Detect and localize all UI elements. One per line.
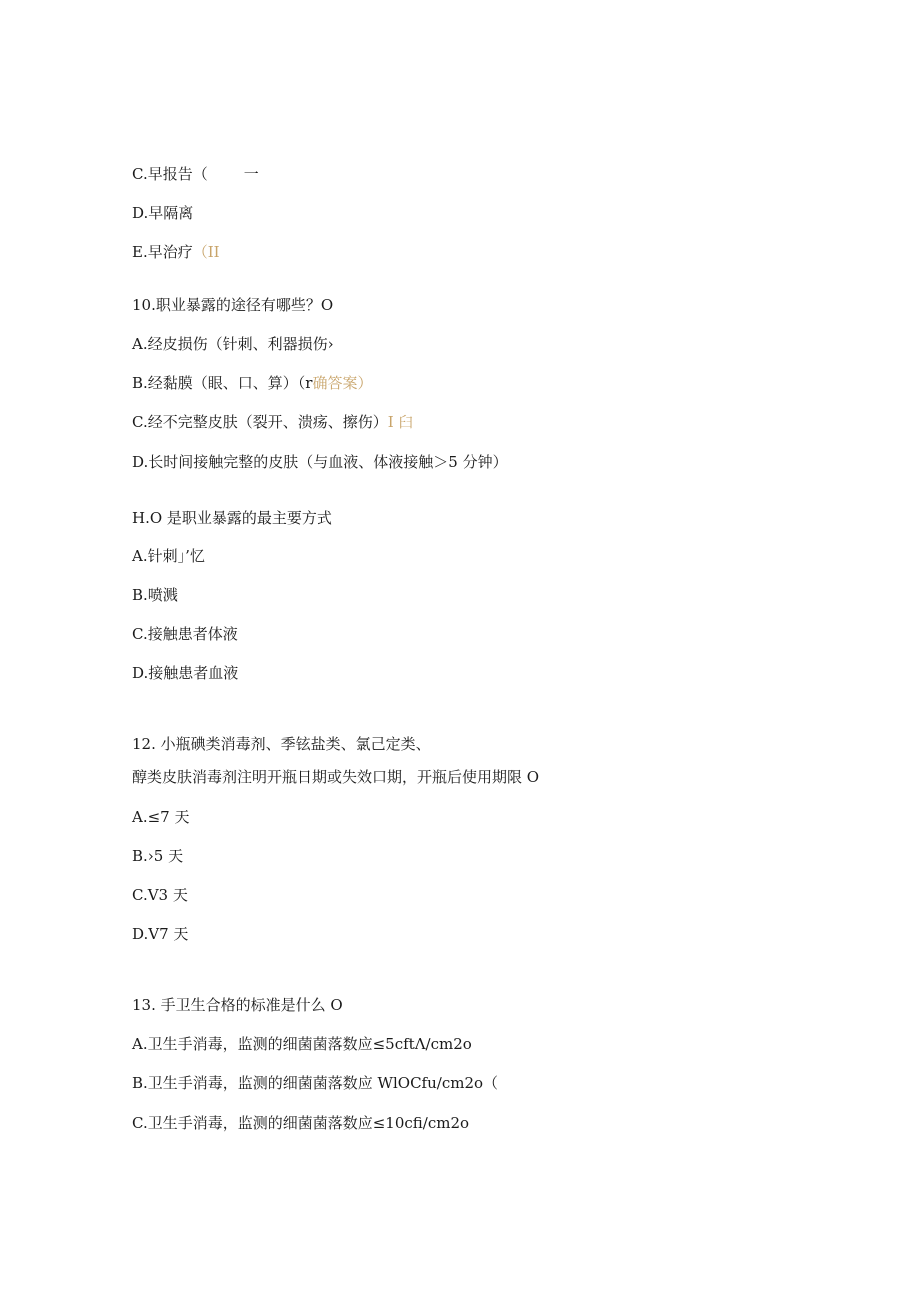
q9-option-c-text: C.早报告（ bbox=[132, 165, 208, 183]
q10-option-b bbox=[132, 373, 372, 393]
q10-option-c-text: C.经不完整皮肤（裂开、溃疡、擦伤） bbox=[132, 413, 388, 431]
q13-stem-text: 13. 手卫生合格的标准是什么 O bbox=[132, 996, 343, 1014]
q12-stem-line1-text: 12. 小瓶碘类消毒剂、季铉盐类、氯己定类、 bbox=[132, 735, 431, 753]
q11-option-b bbox=[132, 585, 178, 605]
q11-option-a bbox=[132, 546, 205, 566]
q13-stem bbox=[132, 995, 343, 1015]
q9-option-c bbox=[132, 164, 259, 184]
q12-option-b-text: B.›5 天 bbox=[132, 847, 184, 865]
q11-stem bbox=[132, 508, 332, 528]
q10-stem bbox=[132, 295, 333, 315]
q13-option-a-text: A.卫生手消毒，监测的细菌菌落数应≤5cftΛ∕cm2o bbox=[132, 1035, 472, 1053]
q10-option-a-text: A.经皮损伤（针刺、利器损伤› bbox=[132, 335, 334, 353]
q11-option-c-text: C.接触患者体液 bbox=[132, 625, 238, 643]
q12-option-b bbox=[132, 846, 183, 866]
q13-option-a bbox=[132, 1034, 472, 1054]
q12-option-a-text: A.≤7 天 bbox=[132, 808, 190, 826]
q13-option-c bbox=[132, 1113, 469, 1133]
q10-option-a bbox=[132, 334, 334, 354]
q11-stem-text: H.O 是职业暴露的最主要方式 bbox=[132, 509, 332, 527]
q9-option-d bbox=[132, 203, 193, 223]
q12-stem-line2 bbox=[132, 767, 539, 787]
q13-option-b bbox=[132, 1073, 498, 1093]
q9-option-c-mark: 一 bbox=[243, 165, 259, 183]
q11-option-d bbox=[132, 663, 238, 683]
q12-option-c-text: C.V3 天 bbox=[132, 886, 188, 904]
q11-option-a-text: A.针刺」’忆 bbox=[132, 547, 205, 565]
q10-option-d-text: D.长时间接触完整的皮肤（与血液、体液接触＞5 分钟） bbox=[132, 453, 508, 471]
q9-option-e-mark: （II bbox=[192, 243, 220, 261]
q12-option-a bbox=[132, 807, 189, 827]
q12-stem-line2-text: 醇类皮肤消毒剂注明开瓶日期或失效口期，开瓶后使用期限 O bbox=[132, 768, 540, 786]
q10-option-b-mark: 确答案） bbox=[312, 374, 373, 392]
q11-option-b-text: B.喷溅 bbox=[132, 586, 178, 604]
q13-option-b-text: B.卫生手消毒，监测的细菌菌落数应 WlOCfu∕cm2o（ bbox=[132, 1074, 499, 1092]
q12-option-c bbox=[132, 885, 188, 905]
q10-option-d bbox=[132, 452, 508, 472]
q9-option-e bbox=[132, 242, 220, 262]
q11-option-d-text: D.接触患者血液 bbox=[132, 664, 239, 682]
q12-option-d bbox=[132, 924, 188, 944]
q10-option-c-mark: I 臼 bbox=[387, 413, 414, 431]
q10-stem-text: 10.职业暴露的途径有哪些？O bbox=[132, 296, 334, 314]
q9-option-d-text: D.早隔离 bbox=[132, 204, 194, 222]
q13-option-c-text: C.卫生手消毒，监测的细菌菌落数应≤10cfi∕cm2o bbox=[132, 1114, 470, 1132]
q10-option-b-text: B.经黏膜（眼、口、算）（r bbox=[132, 374, 313, 392]
q12-stem-line1 bbox=[132, 734, 431, 754]
q11-option-c bbox=[132, 624, 238, 644]
q10-option-c bbox=[132, 412, 413, 432]
q12-option-d-text: D.V7 天 bbox=[132, 925, 189, 943]
q9-option-e-text: E.早治疗 bbox=[132, 243, 193, 261]
